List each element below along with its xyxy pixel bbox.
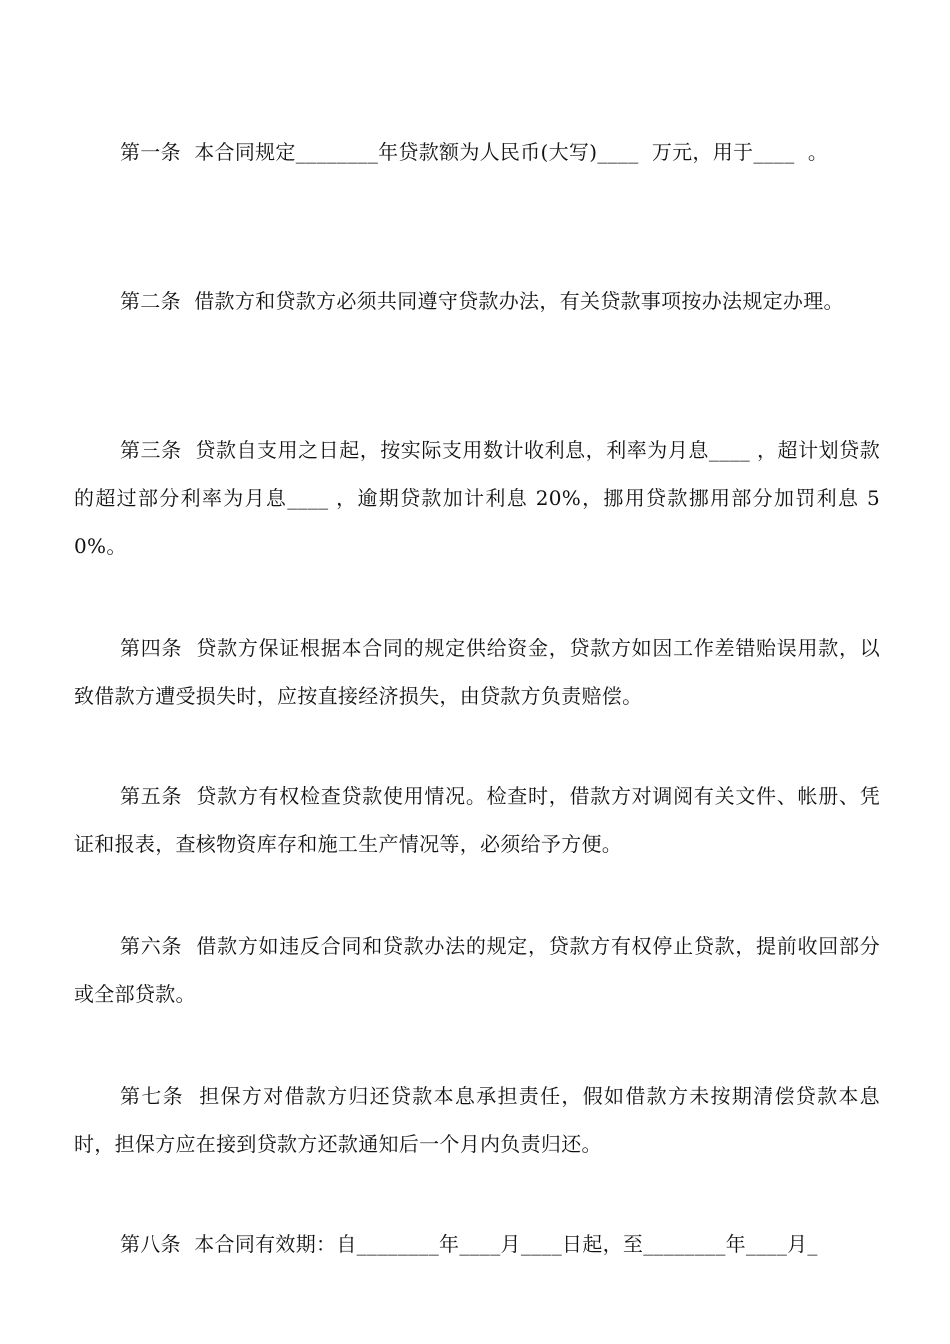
clause-1-loan-amount: 第一条 本合同规定________年贷款额为人民币(大写)____ 万元，用于____ 。 bbox=[120, 140, 829, 164]
clause-5-inspection: 第五条 贷款方有权检查贷款使用情况。检查时，借款方对调阅有关文件、帐册、凭证和报表，查核物资库存和施工生产情况等，必须给予方便。 bbox=[74, 784, 880, 856]
clause-2-compliance: 第二条 借款方和贷款方必须共同遵守贷款办法，有关贷款事项按办法规定办理。 bbox=[120, 289, 844, 313]
clause-4-lender-guarantee: 第四条 贷款方保证根据本合同的规定供给资金，贷款方如因工作差错贻误用款，以致借款方遭受损失时，应按直接经济损失，由贷款方负责赔偿。 bbox=[74, 636, 880, 708]
clause-3-interest: 第三条 贷款自支用之日起，按实际支用数计收利息，利率为月息____ ，超计划贷款的超过部分利率为月息____ ，逾期贷款加计利息 20%，挪用贷款挪用部分加罚利息 50%。 bbox=[74, 438, 880, 558]
clause-7-guarantor: 第七条 担保方对借款方归还贷款本息承担责任，假如借款方未按期清偿贷款本息时，担保方应在接到贷款方还款通知后一个月内负责归还。 bbox=[74, 1084, 880, 1156]
clause-8-validity-period: 第八条 本合同有效期：自________年____月____日起，至________年____月_ bbox=[120, 1232, 818, 1256]
clause-6-violation: 第六条 借款方如违反合同和贷款办法的规定，贷款方有权停止贷款，提前收回部分或全部贷款。 bbox=[74, 934, 880, 1006]
